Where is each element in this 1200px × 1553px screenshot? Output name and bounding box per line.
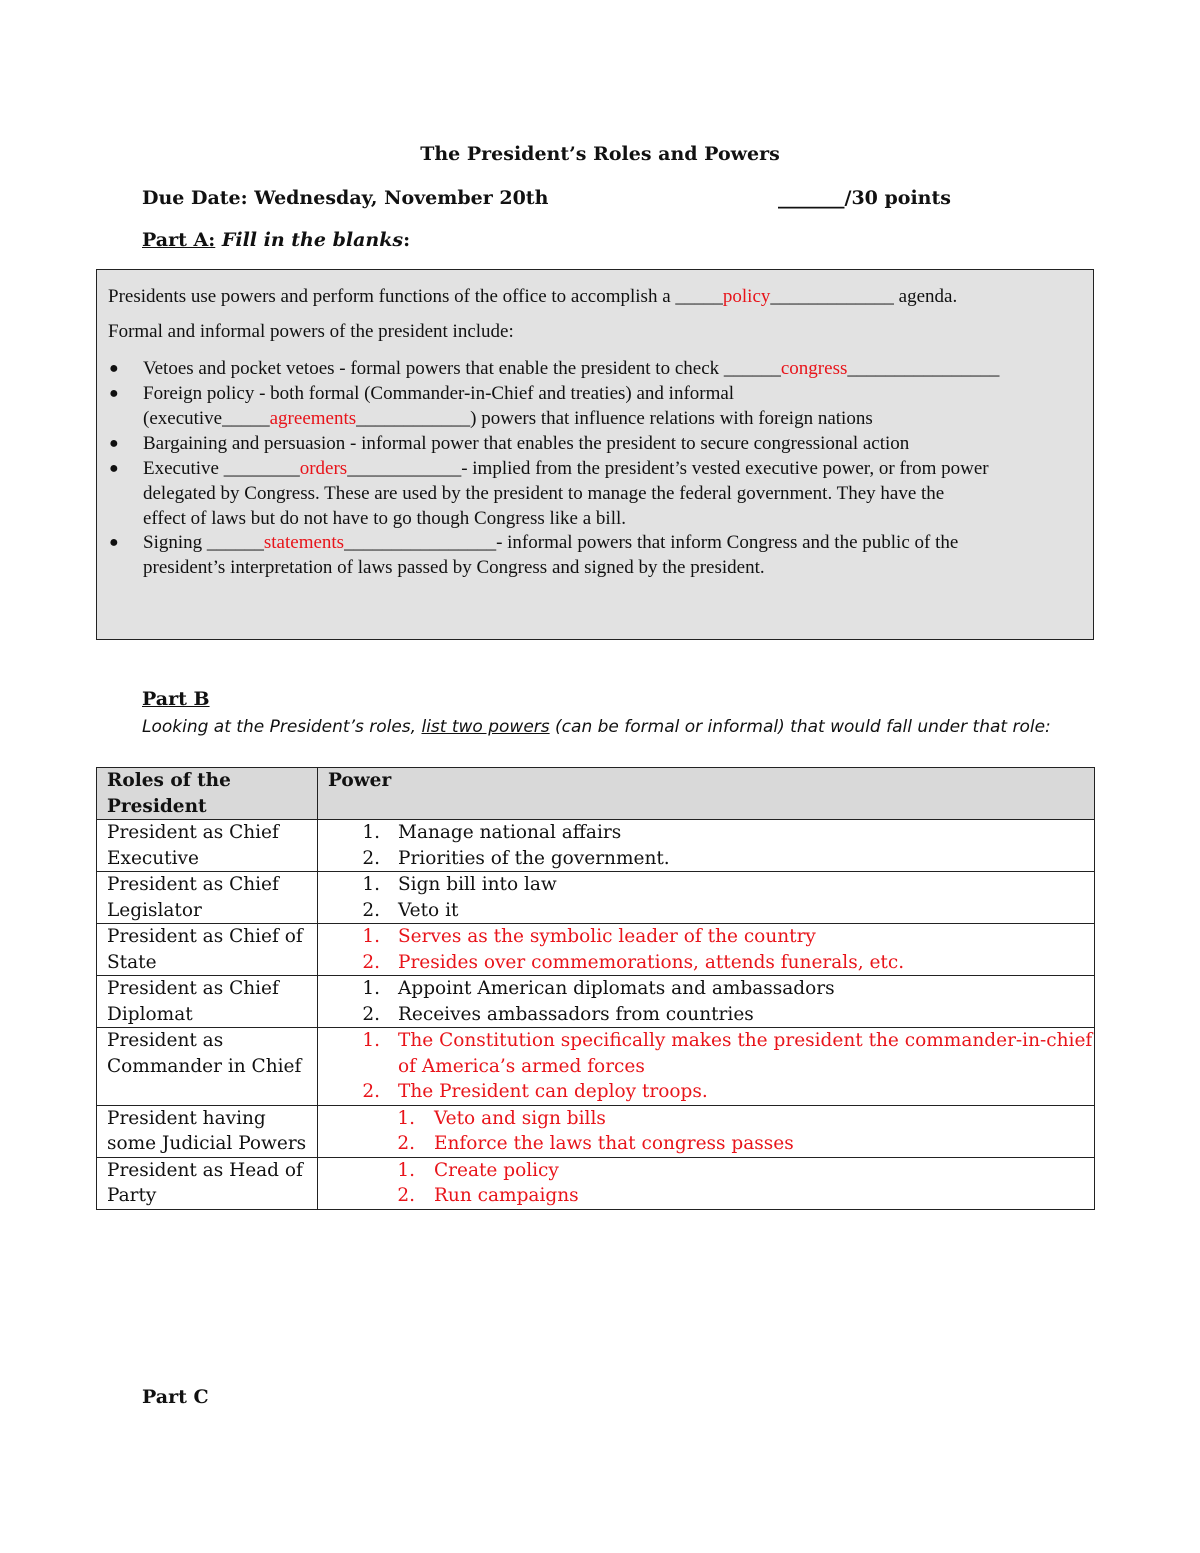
power-cell (318, 924, 1095, 976)
document-title: The President’s Roles and Powers (420, 143, 780, 165)
header-power: Power (318, 768, 1095, 820)
power-cell (318, 820, 1095, 872)
answer-agreements: agreements (269, 408, 357, 429)
bullet-executive-orders-line3: effect of laws but do not have to go though Congress like a bill. (143, 508, 627, 529)
bullet-signing-statements: Signing ______statements________________- informal powers that inform Congress and the public of the (143, 532, 959, 553)
header-roles: Roles of the President (97, 768, 318, 820)
bullet-signing-statements-line2: president’s interpretation of laws passed by Congress and signed by the president. (143, 557, 765, 578)
intro-sentence: Presidents use powers and perform functions of the office to accomplish a _____policy_____________ agenda. (108, 286, 958, 307)
bullet-icon: ● (109, 435, 119, 452)
bullet-bargaining: Bargaining and persuasion - informal power that enables the president to secure congressional action (143, 433, 910, 454)
formal-intro: Formal and informal powers of the president include: (108, 321, 514, 342)
role-cell: President as Head of Party (97, 1157, 318, 1209)
power-cell (318, 1028, 1095, 1106)
role-cell: President as Chief Diplomat (97, 976, 318, 1028)
power-cell (318, 1105, 1095, 1157)
table-row (97, 1028, 1095, 1106)
bullet-executive-orders-line2: delegated by Congress. These are used by the president to manage the federal government. They have the (143, 483, 945, 504)
power-item: 2. The President can deploy troops. (362, 1081, 708, 1102)
bullet-icon: ● (109, 534, 119, 551)
power-item: 1. Serves as the symbolic leader of the country (362, 926, 816, 947)
part-b-instruction: Looking at the President’s roles, list two powers (can be formal or informal) that would fall under that role: (142, 717, 1051, 737)
table-row (97, 820, 1095, 872)
role-cell: President as Chief Executive (97, 820, 318, 872)
power-item: 1. Appoint American diplomats and ambassadors (362, 978, 835, 999)
bullet-icon: ● (109, 460, 119, 477)
answer-policy: policy (722, 286, 771, 307)
power-item: 1. Sign bill into law (362, 874, 557, 895)
table-row (97, 872, 1095, 924)
table-row (97, 1157, 1095, 1209)
bullet-icon: ● (109, 385, 119, 402)
bullet-icon: ● (109, 360, 119, 377)
bullet-vetoes: Vetoes and pocket vetoes - formal powers that enable the president to check ______congress________________ (143, 358, 1000, 379)
part-a-instruction: Fill in the blanks (221, 229, 404, 251)
power-cell (318, 1157, 1095, 1209)
answer-orders: orders (299, 458, 348, 479)
fill-in-blanks-box (96, 269, 1094, 640)
answer-congress: congress (780, 358, 848, 379)
table-header-row (97, 768, 1095, 820)
part-a-heading: Part A: Fill in the blanks: (142, 229, 411, 251)
role-cell: President as Commander in Chief (97, 1028, 318, 1106)
power-item: 2. Run campaigns (397, 1185, 579, 1206)
power-item: 2. Presides over commemorations, attends funerals, etc. (362, 951, 905, 973)
power-item: 2. Enforce the laws that congress passes (397, 1133, 794, 1154)
part-b-heading: Part B (142, 688, 210, 710)
power-item: 1. Veto and sign bills (397, 1107, 606, 1129)
points-line: _______/30 points (778, 187, 951, 209)
part-c-heading: Part C (142, 1386, 209, 1408)
power-cell (318, 872, 1095, 924)
power-item: 1. Manage national affairs (362, 822, 622, 843)
power-item: 1. Create policy (397, 1159, 559, 1181)
bullet-foreign-policy: Foreign policy - both formal (Commander-in-Chief and treaties) and informal (143, 383, 735, 404)
table-row (97, 976, 1095, 1028)
role-cell: President having some Judicial Powers (97, 1105, 318, 1157)
power-cell (318, 976, 1095, 1028)
role-cell: President as Chief Legislator (97, 872, 318, 924)
due-date: Due Date: Wednesday, November 20th (142, 187, 549, 209)
power-item: 2. Priorities of the government. (362, 847, 670, 869)
power-item: 1. The Constitution specifically makes the president the commander-in-chief of America’s armed forces (362, 1030, 1093, 1077)
bullet-executive-orders: Executive ________orders____________- implied from the president’s vested executive power, or from power (143, 458, 989, 479)
answer-statements: statements (263, 532, 345, 553)
table-row (97, 1105, 1095, 1157)
table-row (97, 924, 1095, 976)
roles-table (96, 767, 1095, 1210)
power-item: 2. Receives ambassadors from countries (362, 1003, 754, 1025)
part-a-label: Part A: (142, 229, 216, 251)
role-cell: President as Chief of State (97, 924, 318, 976)
bullet-foreign-policy-cont: (executive_____agreements____________) powers that influence relations with foreign nations (143, 408, 873, 429)
power-item: 2. Veto it (362, 899, 459, 921)
